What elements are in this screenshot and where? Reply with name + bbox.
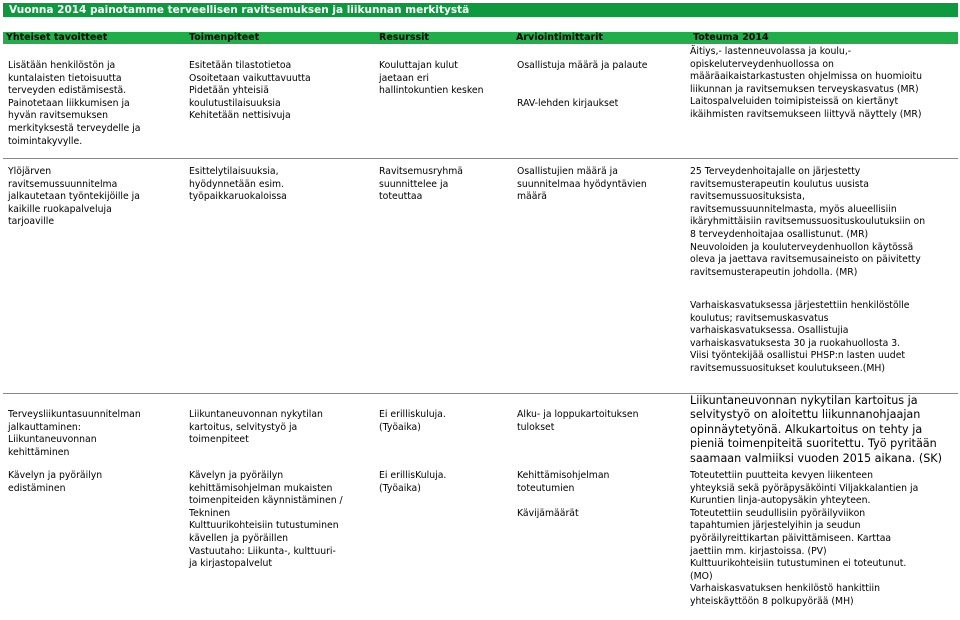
text-line: Kehittämisohjelman bbox=[517, 470, 610, 481]
text-line: Tekninen bbox=[189, 507, 231, 519]
header-resources: Resurssit bbox=[379, 32, 429, 43]
text-line: 25 Terveydenhoitajalle on järjestetty bbox=[690, 166, 861, 177]
text-line: Kävijämäärät bbox=[517, 507, 579, 519]
text-line: kävellen ja pyöräillen bbox=[189, 532, 289, 544]
text-line: suunnittelee ja bbox=[379, 178, 449, 190]
text-line: varhaiskasvatuksesta 30 ja ruokahuollosta 3. bbox=[690, 337, 901, 349]
text-line: jaettiin mm. kirjastoissa. (PV) bbox=[690, 545, 827, 557]
text-line: kartoitus, selvitystyö ja bbox=[189, 421, 298, 433]
row-divider bbox=[3, 158, 958, 159]
text-line: Ei erillisKuluja. bbox=[379, 470, 447, 481]
text-line: hallintokuntien kesken bbox=[379, 85, 484, 97]
text-line: ravitsemusterapeutin koulutus uusista bbox=[690, 178, 869, 190]
page-title: Vuonna 2014 painotamme terveellisen ravitsemuksen ja liikunnan merkitystä bbox=[3, 3, 958, 17]
text-line: yhteyksiä sekä pyöräpysäköinti Viljakkalantien ja bbox=[690, 482, 919, 494]
text-line: koulutustilaisuuksia bbox=[189, 97, 281, 109]
text-line: liikunnan ja ravitsemuksen terveyskasvatus (MR) bbox=[690, 83, 919, 95]
text-line: ravitsemusterapeutin johdolla. (MR) bbox=[690, 266, 858, 278]
text-line: Kouluttajan kulut bbox=[379, 60, 458, 71]
text-line: ikäryhmittäisiin ravitsemussuosituskoulutuksiin on bbox=[690, 216, 926, 228]
text-line: Viisi työntekijää osallistui PHSP:n lasten uudet bbox=[690, 350, 906, 362]
row1-outcome bbox=[690, 46, 922, 122]
text-line: kuntalaisten tietoisuutta bbox=[8, 72, 122, 84]
text-line bbox=[517, 85, 648, 98]
text-line: hyvän ravitsemuksen bbox=[8, 110, 109, 122]
text-line: varhaiskasvatuksessa. Osallistujia bbox=[690, 325, 849, 337]
text-line: Laitospalveluiden toimipisteissä on kiertänyt bbox=[690, 96, 899, 108]
text-line: opiskeluterveydenhuollossa on bbox=[690, 58, 834, 70]
row1-resources bbox=[379, 60, 484, 98]
text-line: toimenpiteiden käynnistäminen / bbox=[189, 495, 343, 507]
row3-resources bbox=[379, 409, 446, 434]
text-line: Kulttuurikohteisiin tutustuminen ei toteutunut. bbox=[690, 558, 907, 570]
row2-actions bbox=[189, 166, 287, 204]
header-metrics: Arviointimittarit bbox=[516, 32, 603, 43]
row2-metrics bbox=[517, 166, 647, 204]
header-goals: Yhteiset tavoitteet bbox=[6, 32, 108, 43]
text-line: toteuttaa bbox=[379, 191, 423, 203]
text-line: jaetaan eri bbox=[379, 72, 430, 84]
text-line: (Työaika) bbox=[379, 421, 421, 433]
text-line: Liikuntaneuvonnan nykytilan bbox=[189, 409, 323, 420]
row3-goal-2 bbox=[8, 470, 102, 495]
text-line: jalkauttaminen: bbox=[8, 421, 81, 433]
row1-actions bbox=[189, 60, 311, 123]
text-line: Osoitetaan vaikuttavuutta bbox=[189, 72, 311, 84]
text-line: ja kirjastopalvelut bbox=[189, 558, 273, 570]
text-line: työpaikkaruokaloissa bbox=[189, 191, 287, 203]
text-line: Osallistujien määrä ja bbox=[517, 166, 618, 177]
text-line: RAV-lehden kirjaukset bbox=[517, 97, 619, 109]
text-line: Kuruntien linja-autopysäkin yhteyteen. bbox=[690, 495, 871, 507]
text-line: Osallistuja määrä ja palaute bbox=[517, 60, 648, 71]
text-line: tulokset bbox=[517, 421, 555, 433]
text-line: Kävelyn ja pyöräilyn bbox=[189, 470, 284, 481]
text-line: koulutus; ravitsemuskasvatus bbox=[690, 312, 829, 324]
text-line: merkityksestä terveydelle ja bbox=[8, 122, 141, 134]
text-line: jalkautetaan työntekijöille ja bbox=[8, 191, 140, 203]
text-line: tapahtumien järjestelyihin ja seudun bbox=[690, 520, 861, 532]
text-line: Vastuutaho: Liikunta-, kulttuuri- bbox=[189, 545, 336, 557]
text-line: Kulttuurikohteisiin tutustuminen bbox=[189, 520, 339, 532]
text-line: Varhaiskasvatuksessa järjestettiin henkilöstölle bbox=[690, 300, 910, 311]
text-line: toimenpiteet bbox=[189, 434, 249, 446]
text-line bbox=[517, 495, 609, 508]
text-line: saamaan valmiiksi vuoden 2015 aikana. (SK) bbox=[690, 451, 943, 465]
text-line: hyödynnetään esim. bbox=[189, 178, 285, 190]
text-line: kehittäminen bbox=[8, 446, 70, 458]
text-line: Liikuntaneuvonnan bbox=[8, 434, 97, 446]
row3-metrics bbox=[517, 409, 638, 434]
text-line: määrä bbox=[517, 191, 547, 203]
text-line: 8 terveydenhoitajaa osallistunut. (MR) bbox=[690, 228, 869, 240]
text-line: oleva ja jaettava ravitsemusaineisto on päivitetty bbox=[690, 254, 921, 266]
text-line: yhteiskäyttöön 8 polkupyörää (MH) bbox=[690, 595, 854, 607]
text-line: Kehitetään nettisivuja bbox=[189, 110, 291, 122]
text-line: toteutumien bbox=[517, 482, 575, 494]
row3-actions-2 bbox=[189, 470, 343, 571]
row1-metrics bbox=[517, 60, 648, 110]
text-line: kehittämisohjelman mukaisten bbox=[189, 482, 333, 494]
row2-goal bbox=[8, 166, 140, 229]
text-line: Ylöjärven bbox=[8, 166, 52, 177]
header-outcome: Toteuma 2014 bbox=[693, 32, 769, 43]
row3-resources-2 bbox=[379, 470, 446, 495]
text-line: Neuvoloiden ja kouluterveydenhuollon käytössä bbox=[690, 241, 914, 253]
text-line: selvitystyö on aloitettu liikunnanohjaajan bbox=[690, 408, 921, 422]
row2-resources bbox=[379, 166, 463, 204]
text-line: Toteutettiin seudullisiin pyöräilyviikon bbox=[690, 507, 866, 519]
text-line: (Työaika) bbox=[379, 482, 421, 494]
row3-actions bbox=[189, 409, 323, 447]
text-line: ravitsemussuunnitelmasta, myös alueellisiin bbox=[690, 203, 897, 215]
text-line: opinnäytetyönä. Alkukartoitus on tehty ja bbox=[690, 422, 923, 436]
text-line: Lisätään henkilöstön ja bbox=[8, 60, 116, 71]
text-line: terveyden edistämisestä. bbox=[8, 85, 127, 97]
text-line: ravitsemussuunnitelma bbox=[8, 178, 118, 190]
row1-goal bbox=[8, 60, 140, 148]
text-line: määräaikaistarkastusten ohjelmissa on huomioitu bbox=[690, 71, 923, 83]
text-line: toimintakyvylle. bbox=[8, 135, 83, 147]
row3-goal bbox=[8, 409, 141, 459]
row2-outcome bbox=[690, 166, 925, 279]
text-line: Esitetään tilastotietoa bbox=[189, 60, 292, 71]
text-line: ravitsemussuositukset koulutukseen.(MH) bbox=[690, 362, 885, 374]
text-line: tarjoaville bbox=[8, 216, 55, 228]
text-line: Toteutettiin puutteita kevyen liikenteen bbox=[690, 470, 874, 481]
row3-metrics-2 bbox=[517, 470, 609, 520]
row2-outcome-2 bbox=[690, 300, 910, 376]
table-header bbox=[3, 32, 958, 44]
text-line: Kävelyn ja pyöräilyn bbox=[8, 470, 103, 481]
text-line: Terveysliikuntasuunnitelman bbox=[8, 409, 141, 420]
text-line bbox=[517, 73, 648, 86]
text-line: Esittelytilaisuuksia, bbox=[189, 166, 279, 177]
text-line: Liikuntaneuvonnan nykytilan kartoitus ja bbox=[690, 394, 918, 407]
text-line: pyöräilyreittikartan päivittämiseen. Karttaa bbox=[690, 532, 892, 544]
text-line: suunnitelmaa hyödyntävien bbox=[517, 178, 647, 190]
text-line: Ei erilliskuluja. bbox=[379, 409, 446, 420]
text-line: (MO) bbox=[690, 570, 713, 582]
text-line: Varhaiskasvatuksen henkilöstö hankittiin bbox=[690, 583, 880, 595]
text-line: Painotetaan liikkumisen ja bbox=[8, 97, 130, 109]
text-line: pieniä toimenpiteitä suoritettu. Työ pyritään bbox=[690, 437, 937, 451]
row3-outcome bbox=[690, 394, 942, 466]
text-line: kaikille ruokapalveluja bbox=[8, 203, 112, 215]
text-line: edistäminen bbox=[8, 482, 66, 494]
header-actions: Toimenpiteet bbox=[189, 32, 260, 43]
text-line: Äitiys,- lastenneuvolassa ja koulu,- bbox=[690, 46, 852, 57]
text-line: Alku- ja loppukartoituksen bbox=[517, 409, 639, 420]
text-line: ravitsemussuosituksista, bbox=[690, 191, 805, 203]
text-line: Pidetään yhteisiä bbox=[189, 85, 269, 97]
row3-outcome-2 bbox=[690, 470, 918, 609]
text-line: ikäihmisten ravitsemukseen liittyvä näyttely (MR) bbox=[690, 108, 922, 120]
text-line: Ravitsemusryhmä bbox=[379, 166, 464, 177]
